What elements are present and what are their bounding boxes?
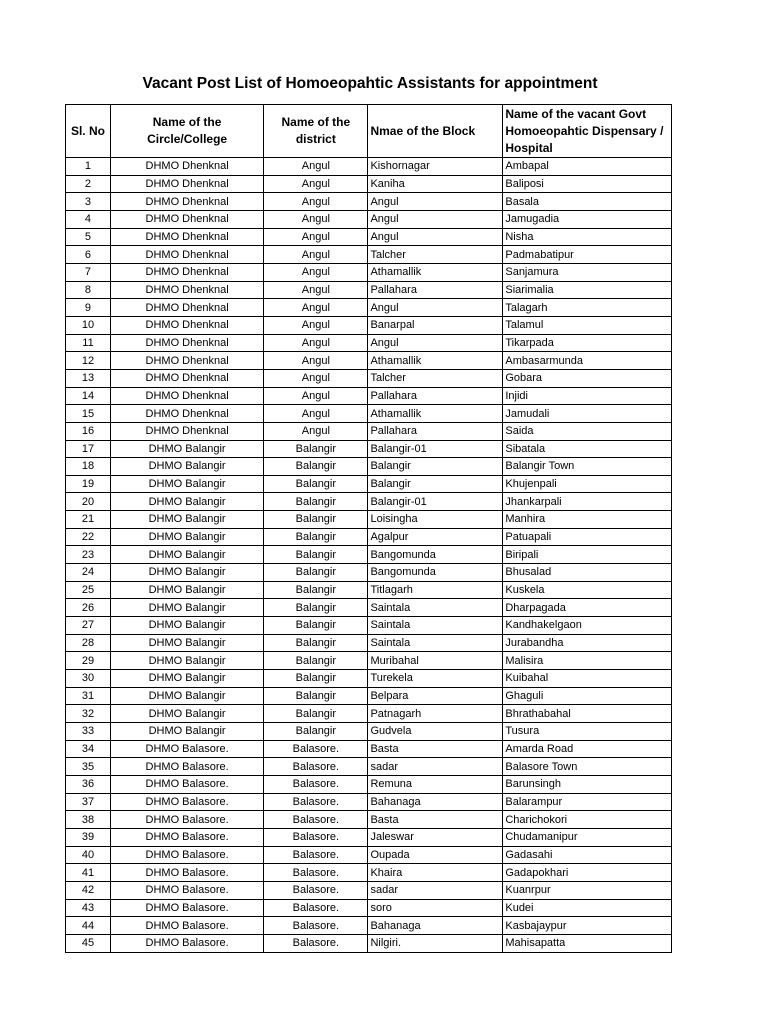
- table-row: [66, 599, 672, 617]
- cell-district: Balangir: [264, 581, 368, 599]
- cell-district: Balangir: [264, 687, 368, 705]
- cell-circle: DHMO Balasore.: [110, 758, 263, 776]
- cell-district: Balangir: [264, 652, 368, 670]
- cell-dispensary: Siarimalia: [503, 281, 672, 299]
- cell-circle: DHMO Balangir: [110, 493, 263, 511]
- cell-sl-no: 10: [66, 316, 111, 334]
- table-row: [66, 493, 672, 511]
- cell-district: Angul: [264, 369, 368, 387]
- cell-circle: DHMO Balangir: [110, 599, 263, 617]
- cell-circle: DHMO Balasore.: [110, 846, 263, 864]
- cell-dispensary: Jamugadia: [503, 210, 672, 228]
- cell-sl-no: 39: [66, 828, 111, 846]
- header-circle-college: Name of the Circle/College: [110, 105, 263, 158]
- cell-dispensary: Talamul: [503, 316, 672, 334]
- cell-dispensary: Gadasahi: [503, 846, 672, 864]
- cell-sl-no: 15: [66, 405, 111, 423]
- cell-dispensary: Kuskela: [503, 581, 672, 599]
- table-body: [66, 158, 672, 953]
- cell-dispensary: Kuibahal: [503, 670, 672, 688]
- cell-dispensary: Tusura: [503, 723, 672, 741]
- cell-circle: DHMO Dhenknal: [110, 299, 263, 317]
- table-row: [66, 634, 672, 652]
- cell-district: Balangir: [264, 705, 368, 723]
- cell-block: Angul: [368, 228, 503, 246]
- cell-circle: DHMO Balasore.: [110, 899, 263, 917]
- cell-district: Balasore.: [264, 846, 368, 864]
- cell-block: Bangomunda: [368, 546, 503, 564]
- cell-block: Athamallik: [368, 263, 503, 281]
- cell-dispensary: Talagarh: [503, 299, 672, 317]
- cell-sl-no: 41: [66, 864, 111, 882]
- cell-dispensary: Amarda Road: [503, 740, 672, 758]
- cell-dispensary: Jhankarpali: [503, 493, 672, 511]
- cell-dispensary: Kudei: [503, 899, 672, 917]
- cell-sl-no: 42: [66, 881, 111, 899]
- cell-district: Balasore.: [264, 740, 368, 758]
- table-row: [66, 687, 672, 705]
- cell-district: Balasore.: [264, 864, 368, 882]
- cell-district: Angul: [264, 158, 368, 176]
- cell-circle: DHMO Balasore.: [110, 917, 263, 935]
- cell-block: Athamallik: [368, 405, 503, 423]
- cell-block: sadar: [368, 881, 503, 899]
- table-row: [66, 158, 672, 176]
- cell-block: Basta: [368, 740, 503, 758]
- table-row: [66, 881, 672, 899]
- cell-sl-no: 16: [66, 422, 111, 440]
- cell-circle: DHMO Balangir: [110, 475, 263, 493]
- cell-circle: DHMO Dhenknal: [110, 263, 263, 281]
- table-row: [66, 917, 672, 935]
- header-district: Name of the district: [264, 105, 368, 158]
- cell-block: Kishornagar: [368, 158, 503, 176]
- table-row: [66, 617, 672, 635]
- cell-dispensary: Tikarpada: [503, 334, 672, 352]
- cell-circle: DHMO Balangir: [110, 617, 263, 635]
- table-row: [66, 758, 672, 776]
- table-row: [66, 846, 672, 864]
- cell-dispensary: Barunsingh: [503, 775, 672, 793]
- cell-district: Balangir: [264, 599, 368, 617]
- table-row: [66, 369, 672, 387]
- cell-dispensary: Sibatala: [503, 440, 672, 458]
- cell-block: Bangomunda: [368, 564, 503, 582]
- cell-dispensary: Kasbajaypur: [503, 917, 672, 935]
- table-row: [66, 352, 672, 370]
- cell-sl-no: 8: [66, 281, 111, 299]
- table-row: [66, 528, 672, 546]
- cell-sl-no: 1: [66, 158, 111, 176]
- cell-circle: DHMO Dhenknal: [110, 334, 263, 352]
- cell-circle: DHMO Balangir: [110, 511, 263, 529]
- cell-sl-no: 33: [66, 723, 111, 741]
- cell-circle: DHMO Balasore.: [110, 864, 263, 882]
- cell-sl-no: 12: [66, 352, 111, 370]
- table-row: [66, 652, 672, 670]
- cell-sl-no: 2: [66, 175, 111, 193]
- cell-district: Balangir: [264, 670, 368, 688]
- cell-block: Angul: [368, 334, 503, 352]
- cell-circle: DHMO Dhenknal: [110, 158, 263, 176]
- cell-sl-no: 20: [66, 493, 111, 511]
- cell-block: Angul: [368, 193, 503, 211]
- cell-circle: DHMO Dhenknal: [110, 228, 263, 246]
- cell-dispensary: Padmabatipur: [503, 246, 672, 264]
- cell-circle: DHMO Balasore.: [110, 811, 263, 829]
- cell-block: Pallahara: [368, 281, 503, 299]
- cell-sl-no: 31: [66, 687, 111, 705]
- header-dispensary: Name of the vacant Govt Homoeopahtic Dispensary / Hospital: [503, 105, 672, 158]
- cell-circle: DHMO Dhenknal: [110, 210, 263, 228]
- table-row: [66, 793, 672, 811]
- cell-block: Bahanaga: [368, 917, 503, 935]
- cell-sl-no: 11: [66, 334, 111, 352]
- cell-dispensary: Ghaguli: [503, 687, 672, 705]
- cell-sl-no: 23: [66, 546, 111, 564]
- cell-block: Nilgiri.: [368, 934, 503, 952]
- cell-district: Balangir: [264, 458, 368, 476]
- table-row: [66, 263, 672, 281]
- cell-circle: DHMO Balasore.: [110, 828, 263, 846]
- cell-dispensary: Balangir Town: [503, 458, 672, 476]
- table-row: [66, 564, 672, 582]
- cell-dispensary: Balasore Town: [503, 758, 672, 776]
- cell-district: Balasore.: [264, 899, 368, 917]
- cell-circle: DHMO Dhenknal: [110, 246, 263, 264]
- cell-sl-no: 14: [66, 387, 111, 405]
- cell-district: Balasore.: [264, 758, 368, 776]
- table-row: [66, 193, 672, 211]
- table-row: [66, 210, 672, 228]
- cell-dispensary: Ambasarmunda: [503, 352, 672, 370]
- cell-district: Angul: [264, 405, 368, 423]
- cell-sl-no: 45: [66, 934, 111, 952]
- cell-sl-no: 26: [66, 599, 111, 617]
- cell-block: Agalpur: [368, 528, 503, 546]
- cell-dispensary: Khujenpali: [503, 475, 672, 493]
- cell-sl-no: 36: [66, 775, 111, 793]
- cell-block: Gudvela: [368, 723, 503, 741]
- table-row: [66, 334, 672, 352]
- cell-dispensary: Nisha: [503, 228, 672, 246]
- cell-sl-no: 43: [66, 899, 111, 917]
- cell-sl-no: 35: [66, 758, 111, 776]
- cell-sl-no: 30: [66, 670, 111, 688]
- cell-dispensary: Gobara: [503, 369, 672, 387]
- cell-block: Patnagarh: [368, 705, 503, 723]
- cell-sl-no: 25: [66, 581, 111, 599]
- cell-block: Talcher: [368, 246, 503, 264]
- cell-sl-no: 28: [66, 634, 111, 652]
- table-row: [66, 723, 672, 741]
- cell-circle: DHMO Dhenknal: [110, 422, 263, 440]
- table-row: [66, 828, 672, 846]
- cell-dispensary: Kandhakelgaon: [503, 617, 672, 635]
- cell-circle: DHMO Balasore.: [110, 740, 263, 758]
- header-block: Nmae of the Block: [368, 105, 503, 158]
- vacant-post-table: [65, 104, 672, 953]
- cell-block: Saintala: [368, 634, 503, 652]
- cell-circle: DHMO Balangir: [110, 564, 263, 582]
- cell-sl-no: 7: [66, 263, 111, 281]
- cell-district: Angul: [264, 316, 368, 334]
- cell-district: Balasore.: [264, 917, 368, 935]
- cell-sl-no: 40: [66, 846, 111, 864]
- cell-block: Basta: [368, 811, 503, 829]
- cell-dispensary: Gadapokhari: [503, 864, 672, 882]
- table-row: [66, 546, 672, 564]
- cell-district: Angul: [264, 281, 368, 299]
- cell-dispensary: Jurabandha: [503, 634, 672, 652]
- table-header-row: [66, 105, 672, 158]
- cell-block: Balangir-01: [368, 493, 503, 511]
- table-row: [66, 775, 672, 793]
- cell-district: Balangir: [264, 634, 368, 652]
- cell-district: Angul: [264, 387, 368, 405]
- table-row: [66, 281, 672, 299]
- cell-block: Belpara: [368, 687, 503, 705]
- cell-dispensary: Chudamanipur: [503, 828, 672, 846]
- cell-circle: DHMO Balangir: [110, 634, 263, 652]
- table-row: [66, 228, 672, 246]
- cell-circle: DHMO Balangir: [110, 458, 263, 476]
- cell-circle: DHMO Dhenknal: [110, 316, 263, 334]
- cell-dispensary: Kuanrpur: [503, 881, 672, 899]
- cell-block: Banarpal: [368, 316, 503, 334]
- cell-sl-no: 9: [66, 299, 111, 317]
- cell-block: Turekela: [368, 670, 503, 688]
- table-row: [66, 475, 672, 493]
- cell-circle: DHMO Balangir: [110, 705, 263, 723]
- cell-district: Balasore.: [264, 828, 368, 846]
- cell-district: Angul: [264, 263, 368, 281]
- cell-block: Balangir: [368, 458, 503, 476]
- cell-district: Angul: [264, 299, 368, 317]
- cell-block: Oupada: [368, 846, 503, 864]
- cell-circle: DHMO Balangir: [110, 440, 263, 458]
- cell-circle: DHMO Balangir: [110, 687, 263, 705]
- table-row: [66, 740, 672, 758]
- table-row: [66, 458, 672, 476]
- cell-circle: DHMO Balangir: [110, 546, 263, 564]
- cell-district: Balangir: [264, 493, 368, 511]
- cell-circle: DHMO Dhenknal: [110, 405, 263, 423]
- cell-block: Balangir: [368, 475, 503, 493]
- cell-dispensary: Charichokori: [503, 811, 672, 829]
- cell-block: Saintala: [368, 599, 503, 617]
- cell-circle: DHMO Balangir: [110, 670, 263, 688]
- cell-circle: DHMO Dhenknal: [110, 193, 263, 211]
- cell-block: Pallahara: [368, 422, 503, 440]
- cell-sl-no: 38: [66, 811, 111, 829]
- cell-sl-no: 6: [66, 246, 111, 264]
- cell-dispensary: Malisira: [503, 652, 672, 670]
- cell-district: Balangir: [264, 546, 368, 564]
- cell-sl-no: 5: [66, 228, 111, 246]
- cell-block: Athamallik: [368, 352, 503, 370]
- cell-circle: DHMO Balangir: [110, 581, 263, 599]
- cell-sl-no: 4: [66, 210, 111, 228]
- cell-dispensary: Dharpagada: [503, 599, 672, 617]
- table-row: [66, 246, 672, 264]
- cell-sl-no: 19: [66, 475, 111, 493]
- cell-dispensary: Baliposi: [503, 175, 672, 193]
- cell-district: Angul: [264, 175, 368, 193]
- cell-district: Balasore.: [264, 793, 368, 811]
- cell-block: Angul: [368, 210, 503, 228]
- cell-block: Khaira: [368, 864, 503, 882]
- table-row: [66, 670, 672, 688]
- cell-sl-no: 44: [66, 917, 111, 935]
- cell-dispensary: Basala: [503, 193, 672, 211]
- cell-block: soro: [368, 899, 503, 917]
- cell-sl-no: 34: [66, 740, 111, 758]
- cell-block: Bahanaga: [368, 793, 503, 811]
- cell-district: Angul: [264, 422, 368, 440]
- cell-circle: DHMO Dhenknal: [110, 352, 263, 370]
- cell-dispensary: Jamudali: [503, 405, 672, 423]
- cell-block: Remuna: [368, 775, 503, 793]
- cell-dispensary: Balarampur: [503, 793, 672, 811]
- cell-dispensary: Manhira: [503, 511, 672, 529]
- cell-dispensary: Biripali: [503, 546, 672, 564]
- cell-block: Pallahara: [368, 387, 503, 405]
- cell-circle: DHMO Dhenknal: [110, 369, 263, 387]
- cell-circle: DHMO Dhenknal: [110, 387, 263, 405]
- table-row: [66, 511, 672, 529]
- cell-block: Balangir-01: [368, 440, 503, 458]
- cell-district: Angul: [264, 210, 368, 228]
- cell-sl-no: 13: [66, 369, 111, 387]
- cell-sl-no: 27: [66, 617, 111, 635]
- cell-sl-no: 32: [66, 705, 111, 723]
- cell-circle: DHMO Balangir: [110, 528, 263, 546]
- cell-dispensary: Bhusalad: [503, 564, 672, 582]
- table-row: [66, 175, 672, 193]
- cell-block: Angul: [368, 299, 503, 317]
- cell-district: Angul: [264, 352, 368, 370]
- cell-circle: DHMO Balasore.: [110, 881, 263, 899]
- cell-circle: DHMO Balasore.: [110, 775, 263, 793]
- table-row: [66, 705, 672, 723]
- cell-district: Balangir: [264, 528, 368, 546]
- cell-district: Balangir: [264, 617, 368, 635]
- cell-sl-no: 24: [66, 564, 111, 582]
- cell-district: Balasore.: [264, 881, 368, 899]
- cell-block: Saintala: [368, 617, 503, 635]
- cell-circle: DHMO Balangir: [110, 652, 263, 670]
- table-row: [66, 422, 672, 440]
- cell-dispensary: Ambapal: [503, 158, 672, 176]
- cell-block: Titlagarh: [368, 581, 503, 599]
- cell-district: Balasore.: [264, 775, 368, 793]
- table-row: [66, 934, 672, 952]
- document-title: Vacant Post List of Homoeopahtic Assistants for appointment: [142, 75, 598, 92]
- header-sl-no: Sl. No: [66, 105, 111, 158]
- cell-circle: DHMO Dhenknal: [110, 281, 263, 299]
- table-row: [66, 440, 672, 458]
- cell-district: Balasore.: [264, 811, 368, 829]
- cell-sl-no: 22: [66, 528, 111, 546]
- cell-district: Balangir: [264, 564, 368, 582]
- cell-circle: DHMO Balasore.: [110, 934, 263, 952]
- cell-circle: DHMO Dhenknal: [110, 175, 263, 193]
- cell-sl-no: 29: [66, 652, 111, 670]
- table-row: [66, 581, 672, 599]
- cell-block: Talcher: [368, 369, 503, 387]
- cell-circle: DHMO Balangir: [110, 723, 263, 741]
- table-row: [66, 299, 672, 317]
- cell-block: Loisingha: [368, 511, 503, 529]
- table-row: [66, 899, 672, 917]
- table-row: [66, 316, 672, 334]
- cell-sl-no: 37: [66, 793, 111, 811]
- cell-block: sadar: [368, 758, 503, 776]
- table-row: [66, 811, 672, 829]
- cell-dispensary: Sanjamura: [503, 263, 672, 281]
- cell-dispensary: Patuapali: [503, 528, 672, 546]
- table-row: [66, 405, 672, 423]
- cell-dispensary: Injidi: [503, 387, 672, 405]
- cell-block: Muribahal: [368, 652, 503, 670]
- cell-dispensary: Bhrathabahal: [503, 705, 672, 723]
- cell-district: Balangir: [264, 723, 368, 741]
- cell-dispensary: Saida: [503, 422, 672, 440]
- cell-block: Jaleswar: [368, 828, 503, 846]
- cell-sl-no: 18: [66, 458, 111, 476]
- cell-sl-no: 17: [66, 440, 111, 458]
- cell-district: Angul: [264, 228, 368, 246]
- cell-circle: DHMO Balasore.: [110, 793, 263, 811]
- table-row: [66, 387, 672, 405]
- cell-district: Balasore.: [264, 934, 368, 952]
- table-row: [66, 864, 672, 882]
- cell-sl-no: 21: [66, 511, 111, 529]
- cell-district: Balangir: [264, 511, 368, 529]
- cell-district: Balangir: [264, 440, 368, 458]
- cell-block: Kaniha: [368, 175, 503, 193]
- cell-district: Angul: [264, 193, 368, 211]
- cell-district: Angul: [264, 246, 368, 264]
- cell-sl-no: 3: [66, 193, 111, 211]
- cell-dispensary: Mahisapatta: [503, 934, 672, 952]
- cell-district: Balangir: [264, 475, 368, 493]
- cell-district: Angul: [264, 334, 368, 352]
